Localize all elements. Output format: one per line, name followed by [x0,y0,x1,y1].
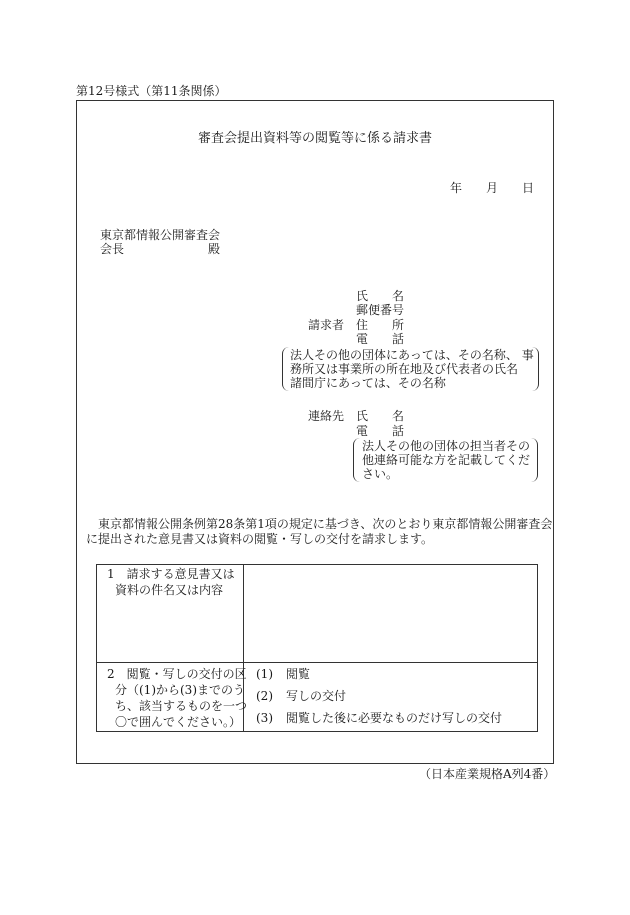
row1-label-line: 1 請求する意見書又は [107,567,235,581]
date-month-label: 月 [486,181,499,195]
request-table [96,564,538,732]
addressee-honorific: 殿 [208,242,221,256]
body-line: に提出された意見書又は資料の閲覧・写しの交付を請求します。 [86,532,434,546]
row1-label-line: 資料の件名又は内容 [115,583,224,597]
table-row-divider [97,662,537,663]
row2-label-line: 2 閲覧・写しの交付の区 [107,667,247,681]
row2-label-line: ち、該当するものを一つ [115,699,248,713]
requester-note-line: 法人その他の団体にあっては、その名称、 事 [290,348,534,362]
date-year-label: 年 [450,181,463,195]
contact-name-label: 氏 名 [356,409,405,423]
requester-postal-label: 郵便番号 [356,303,405,317]
requester-label: 請求者 [308,318,345,332]
contact-note-line: さい。 [362,467,399,481]
requester-name-label: 氏 名 [356,289,405,303]
option-3-text: 閲覧した後に必要なものだけ写しの交付 [286,711,503,725]
contact-label: 連絡先 [308,409,345,423]
contact-note-line: 法人その他の団体の担当者その [362,439,531,453]
contact-note-right-paren [530,438,538,482]
form-number: 第12号様式（第11条関係） [76,84,227,98]
requester-address-label: 住 所 [356,318,405,332]
addressee-chair: 会長 [100,242,125,256]
contact-phone-label: 電 話 [356,424,405,438]
contact-note-line: 他連絡可能な方を記載してくだ [362,453,531,467]
option-1-number: (1) [256,667,273,681]
requester-note-left-paren [282,347,290,391]
date-day-label: 日 [522,181,535,195]
body-line: 東京都情報公開条例第28条第1項の規定に基づき、次のとおり東京都情報公開審査会 [86,517,553,531]
option-3-number: (3) [256,711,273,725]
form-title: 審査会提出資料等の閲覧等に係る請求書 [198,131,433,146]
contact-note-left-paren [353,438,361,482]
option-2-text: 写しの交付 [286,689,347,703]
row2-label-line: 分（(1)から(3)までのう [115,683,245,697]
footer-note: （日本産業規格A列4番） [419,767,556,781]
addressee-org: 東京都情報公開審査会 [100,228,221,242]
requester-phone-label: 電 話 [356,332,405,346]
option-1-text: 閲覧 [286,667,311,681]
row2-label-line: 〇で囲んでください。） [115,715,242,729]
requester-note-line: 務所又は事業所の所在地及び代表者の氏名 [290,362,519,376]
requester-note-line: 諸間庁にあっては、その名称 [290,376,446,390]
option-2-number: (2) [256,689,273,703]
